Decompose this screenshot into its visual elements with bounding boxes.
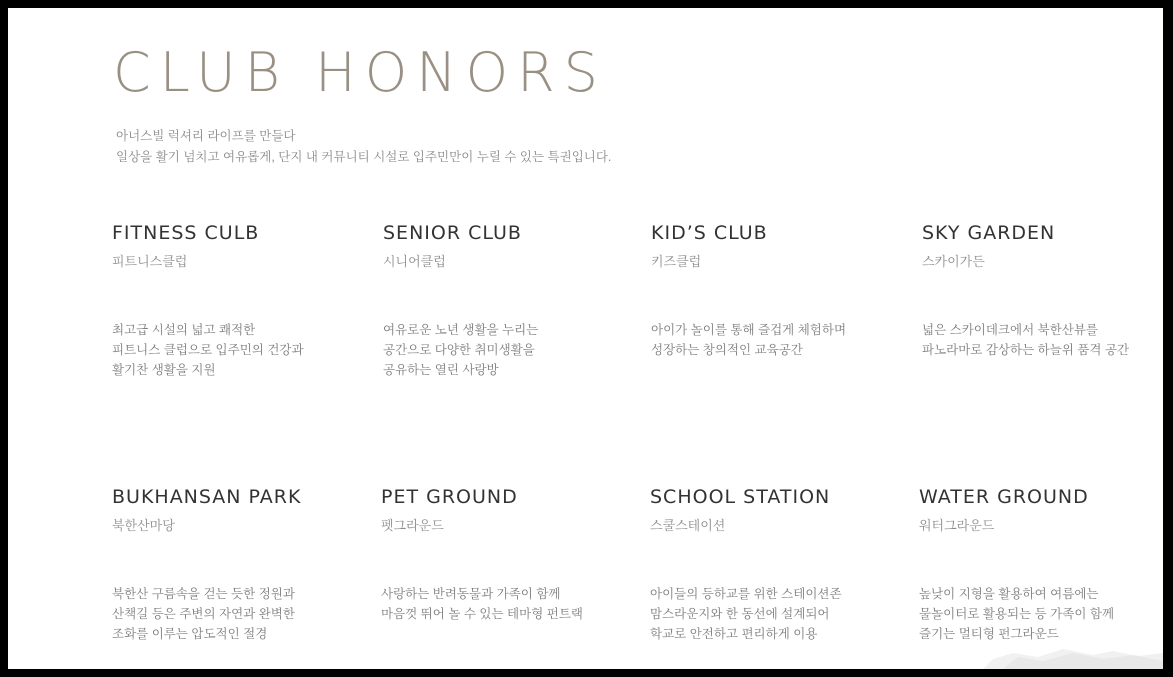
club-card-school-station bbox=[650, 488, 910, 644]
club-description-line: 최고급 시설의 넓고 쾌적한 bbox=[112, 323, 256, 337]
club-subtitle: 펫그라운드 bbox=[381, 518, 444, 533]
club-subtitle: 시니어클럽 bbox=[383, 254, 446, 269]
club-card-pet-ground bbox=[381, 488, 641, 624]
club-description-line: 마음껏 뛰어 놀 수 있는 테마형 펀트랙 bbox=[381, 607, 583, 621]
club-title: SKY GARDEN bbox=[922, 222, 1056, 244]
club-subtitle: 스쿨스테이션 bbox=[650, 518, 726, 533]
club-description-line: 북한산 구름속을 걷는 듯한 정원과 bbox=[112, 587, 295, 601]
club-description-line: 아이들의 등하교를 위한 스테이션존 bbox=[650, 587, 842, 601]
club-card-sky-garden bbox=[922, 224, 1152, 360]
club-description-line: 즐기는 멀티형 펀그라운드 bbox=[919, 627, 1059, 641]
club-description-line: 물놀이터로 활용되는 등 가족이 함께 bbox=[919, 607, 1115, 621]
page-title: CLUB HONORS bbox=[113, 41, 607, 104]
club-card-senior bbox=[383, 224, 643, 380]
club-description-line: 파노라마로 감상하는 하늘위 품격 공간 bbox=[922, 343, 1130, 357]
decorative-map-shape bbox=[983, 647, 1163, 669]
club-card-kids bbox=[651, 224, 911, 360]
club-title: PET GROUND bbox=[381, 486, 518, 508]
intro-line: 아너스빌 럭셔리 라이프를 만들다 bbox=[116, 129, 296, 143]
club-description bbox=[922, 320, 1152, 360]
club-description-line: 높낮이 지형을 활용하여 여름에는 bbox=[919, 587, 1099, 601]
club-description-line: 조화를 이루는 압도적인 절경 bbox=[112, 627, 268, 641]
club-description-line: 맘스라운지와 한 동선에 설계되어 bbox=[650, 607, 830, 621]
club-description-line: 넓은 스카이데크에서 북한산뷰를 bbox=[922, 323, 1098, 337]
club-description-line: 산책길 등은 주변의 자연과 완벽한 bbox=[112, 607, 295, 621]
club-subtitle: 스카이가든 bbox=[922, 254, 985, 269]
club-description bbox=[651, 320, 911, 360]
club-description-line: 학교로 안전하고 편리하게 이용 bbox=[650, 627, 818, 641]
club-card-fitness bbox=[112, 224, 372, 380]
club-subtitle: 워터그라운드 bbox=[919, 518, 995, 533]
club-description-line: 아이가 놀이를 통해 즐겁게 체험하며 bbox=[651, 323, 847, 337]
club-description bbox=[381, 584, 641, 624]
intro-line: 일상을 활기 넘치고 여유롭게, 단지 내 커뮤니티 시설로 입주민만이 누릴 수 있는 특권입니다. bbox=[116, 150, 612, 164]
club-title: SENIOR CLUB bbox=[383, 222, 522, 244]
club-description-line: 공유하는 열린 사랑방 bbox=[383, 363, 499, 377]
club-description-line: 여유로운 노년 생활을 누리는 bbox=[383, 323, 539, 337]
club-description-line: 피트니스 클럽으로 입주민의 건강과 bbox=[112, 343, 304, 357]
club-title: KID’S CLUB bbox=[651, 222, 768, 244]
club-description-line: 성장하는 창의적인 교육공간 bbox=[651, 343, 803, 357]
page-frame bbox=[8, 8, 1163, 669]
club-subtitle: 키즈클럽 bbox=[651, 254, 702, 269]
club-title: WATER GROUND bbox=[919, 486, 1089, 508]
club-description bbox=[383, 320, 643, 380]
club-title: SCHOOL STATION bbox=[650, 486, 831, 508]
club-description bbox=[919, 584, 1149, 644]
club-description bbox=[112, 320, 372, 380]
intro-text bbox=[116, 126, 611, 168]
club-title: BUKHANSAN PARK bbox=[112, 486, 302, 508]
club-card-water-ground bbox=[919, 488, 1149, 644]
club-subtitle: 피트니스클럽 bbox=[112, 254, 188, 269]
club-subtitle: 북한산마당 bbox=[112, 518, 175, 533]
club-description bbox=[112, 584, 372, 644]
club-card-bukhansan-park bbox=[112, 488, 372, 644]
club-description bbox=[650, 584, 910, 644]
club-description-line: 사랑하는 반려동물과 가족이 함께 bbox=[381, 587, 561, 601]
club-description-line: 활기찬 생활을 지원 bbox=[112, 363, 216, 377]
club-title: FITNESS CULB bbox=[112, 222, 260, 244]
club-description-line: 공간으로 다양한 취미생활을 bbox=[383, 343, 535, 357]
